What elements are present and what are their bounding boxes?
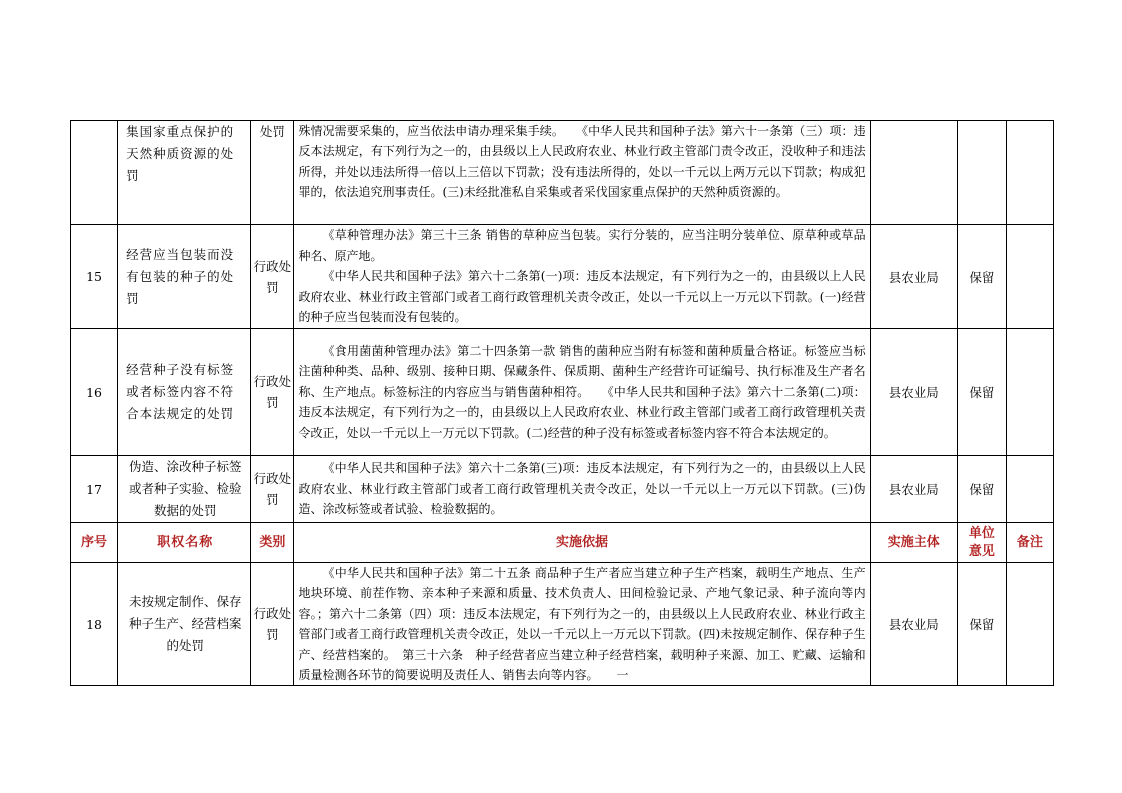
header-subject: 实施主体 — [870, 523, 957, 563]
table-row — [71, 456, 1054, 523]
basis-paragraph: 《食用菌菌种管理办法》第二十四条第一款 销售的菌种应当附有标签和菌种质量合格证。标签应当标注菌种种类、品种、级别、接种日期、保藏条件、保质期、菌种生产经营许可证编号、执行标准及生产者名称、生产地点。标签标注的内容应当与销售菌种相符。 《中华人民共和国种子法》第六十二条第(二)项：违反本法规定，有下列行为之一的，由县级以上人民政府农业、林业行政主管部门或者工商行政管理机关责令改正，处以一千元以上一万元以下罚款。(二)经营的种子没有标签或者标签内容不符合本法规定的。 — [298, 343, 866, 440]
authority-name: 集国家重点保护的天然种质资源的处罚 — [118, 121, 251, 225]
table-row — [71, 121, 1054, 225]
row-number — [71, 121, 118, 225]
opinion — [957, 121, 1006, 225]
table-row — [71, 225, 1054, 329]
header-basis: 实施依据 — [294, 523, 870, 563]
subject — [870, 121, 957, 225]
basis — [294, 456, 870, 523]
authority-name: 未按规定制作、保存种子生产、经营档案的处罚 — [118, 563, 251, 686]
header-note: 备注 — [1006, 523, 1053, 563]
subject: 县农业局 — [870, 225, 957, 329]
row-number: 15 — [71, 225, 118, 329]
basis-paragraph: 《中华人民共和国种子法》第二十五条 商品种子生产者应当建立种子生产档案，载明生产地点、生产地块环境、前茬作物、亲本种子来源和质量、技术负责人、田间检验记录、产地气象记录、种子流向等内容。；第六十二条第（四）项：违反本法规定，有下列行为之一的，由县级以上人民政府农业、林业行政主管部门或者工商行政管理机关责令改正，处以一千元以上一万元以下罚款。(四)未按规定制作、保存种子生产、经营档案的。 第三十六条 种子经营者应当建立种子经营档案，载明种子来源、加工、贮藏、运输和质量检测各环节的简要说明及责任人、销售去向等内容。 一 — [298, 566, 866, 683]
table-header-row — [71, 523, 1054, 563]
basis-paragraph: 殊情况需要采集的，应当依法申请办理采集手续。 《中华人民共和国种子法》第六十一条第（三）项：违反本法规定，有下列行为之一的，由县级以上人民政府农业、林业行政主管部门责令改正，没收种子和违法所得，并处以违法所得一倍以上三倍以下罚款；没有违法所得的，处以一千元以上两万元以下罚款；构成犯罪的，依法追究刑事责任。(三)未经批准私自采集或者采伐国家重点保护的天然种质资源的。 — [298, 124, 866, 200]
header-name: 职权名称 — [118, 523, 251, 563]
category: 行政处罚 — [251, 329, 294, 456]
header-number: 序号 — [71, 523, 118, 563]
row-number: 17 — [71, 456, 118, 523]
authority-name: 经营种子没有标签或者标签内容不符合本法规定的处罚 — [118, 329, 251, 456]
row-number: 16 — [71, 329, 118, 456]
category: 行政处罚 — [251, 225, 294, 329]
note — [1006, 225, 1053, 329]
basis-paragraph: 《中华人民共和国种子法》第六十二条第(一)项：违反本法规定，有下列行为之一的，由县级以上人民政府农业、林业行政主管部门或者工商行政管理机关责令改正，处以一千元以上一万元以下罚款。(一)经营的种子应当包装而没有包装的。 — [298, 269, 866, 325]
table-row — [71, 563, 1054, 686]
header-opinion: 单位意见 — [957, 523, 1006, 563]
note — [1006, 456, 1053, 523]
header-category: 类别 — [251, 523, 294, 563]
opinion: 保留 — [957, 225, 1006, 329]
table-row — [71, 329, 1054, 456]
authority-table — [70, 120, 1054, 686]
basis-paragraph: 《草种管理办法》第三十三条 销售的草种应当包装。实行分装的，应当注明分装单位、原草种或草品种名、原产地。 — [298, 228, 866, 263]
opinion: 保留 — [957, 563, 1006, 686]
basis — [294, 329, 870, 456]
subject: 县农业局 — [870, 329, 957, 456]
row-number: 18 — [71, 563, 118, 686]
subject: 县农业局 — [870, 456, 957, 523]
opinion: 保留 — [957, 329, 1006, 456]
category: 处罚 — [251, 121, 294, 225]
note — [1006, 121, 1053, 225]
basis-paragraph: 《中华人民共和国种子法》第六十二条第(三)项：违反本法规定，有下列行为之一的，由县级以上人民政府农业、林业行政主管部门或者工商行政管理机关责令改正，处以一千元以上一万元以下罚款。(三)伪造、涂改标签或者试验、检验数据的。 — [298, 461, 866, 517]
basis — [294, 225, 870, 329]
authority-name: 伪造、涂改种子标签或者种子实验、检验数据的处罚 — [118, 456, 251, 523]
note — [1006, 563, 1053, 686]
category: 行政处罚 — [251, 563, 294, 686]
opinion: 保留 — [957, 456, 1006, 523]
category: 行政处罚 — [251, 456, 294, 523]
basis — [294, 121, 870, 225]
basis — [294, 563, 870, 686]
subject: 县农业局 — [870, 563, 957, 686]
note — [1006, 329, 1053, 456]
authority-name: 经营应当包装而没有包装的种子的处罚 — [118, 225, 251, 329]
